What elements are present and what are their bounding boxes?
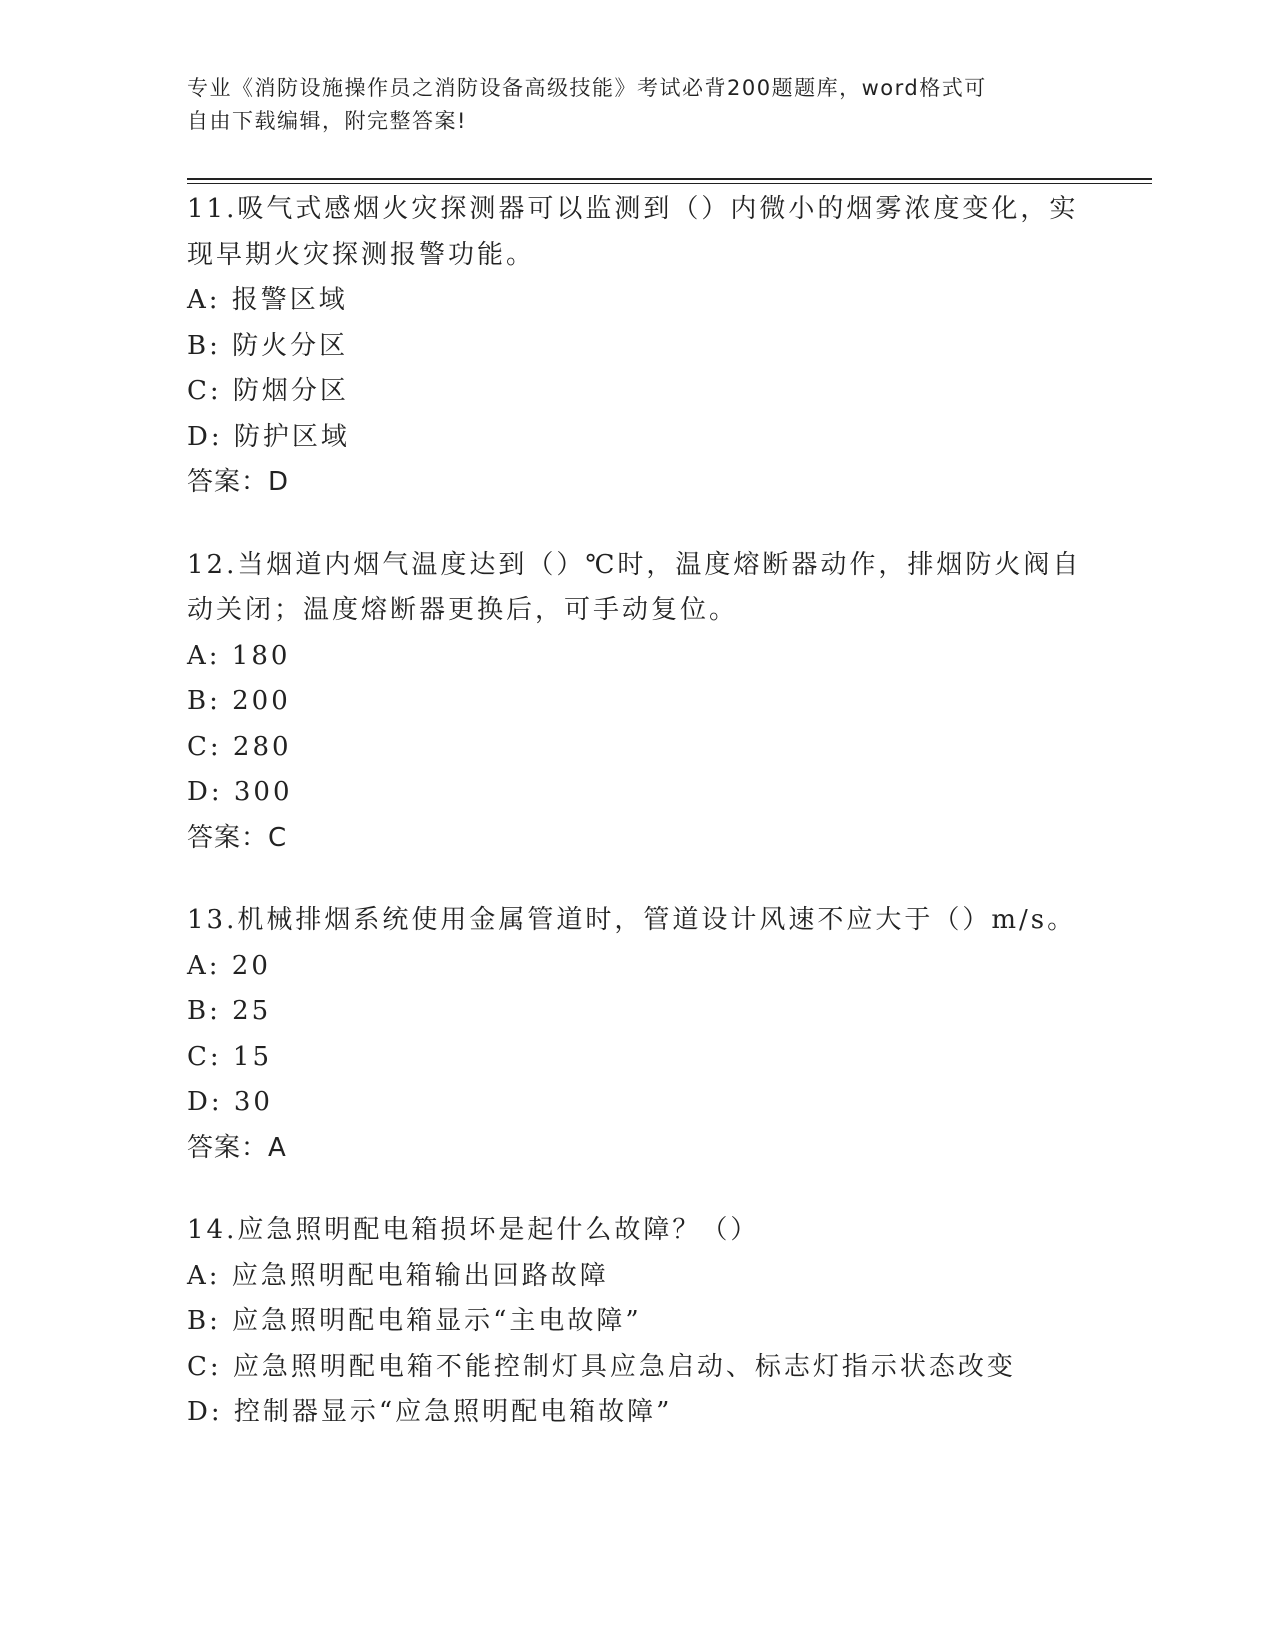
header-line-1: 专业《消防设施操作员之消防设备高级技能》考试必背200题题库，word格式可 <box>187 76 987 100</box>
option-a: A: 20 <box>187 950 271 981</box>
option-a: A: 应急照明配电箱输出回路故障 <box>187 1260 609 1291</box>
option-c: C: 应急照明配电箱不能控制灯具应急启动、标志灯指示状态改变 <box>187 1351 1016 1382</box>
question-text: 11.吸气式感烟火灾探测器可以监测到（）内微小的烟雾浓度变化，实现早期火灾探测报警功能。 <box>187 194 1079 270</box>
document-header <box>187 72 1087 138</box>
option-d: D: 30 <box>187 1087 273 1117</box>
header-divider-top <box>187 178 1152 180</box>
header-divider-bottom <box>187 183 1152 184</box>
answer: 答案：C <box>187 822 288 853</box>
option-d: D: 防护区域 <box>187 421 350 452</box>
option-a: A: 180 <box>187 640 291 671</box>
option-b: B: 应急照明配电箱显示“主电故障” <box>187 1306 642 1336</box>
option-d: D: 300 <box>187 777 293 807</box>
header-line-2: 自由下载编辑，附完整答案! <box>187 109 467 133</box>
option-b: B: 200 <box>187 686 291 716</box>
question-12 <box>187 543 1087 862</box>
option-a: A: 报警区域 <box>187 285 348 315</box>
answer: 答案：A <box>187 1132 287 1163</box>
option-b: B: 25 <box>187 996 272 1026</box>
option-c: C: 15 <box>187 1041 273 1072</box>
option-c: C: 防烟分区 <box>187 376 349 406</box>
answer: 答案：D <box>187 467 290 497</box>
option-d: D: 控制器显示“应急照明配电箱故障” <box>187 1397 673 1427</box>
question-list <box>187 187 1087 1473</box>
option-c: C: 280 <box>187 731 292 762</box>
option-b: B: 防火分区 <box>187 330 349 361</box>
question-text: 12.当烟道内烟气温度达到（）℃时，温度熔断器动作，排烟防火阀自动关闭；温度熔断器更换后，可手动复位。 <box>187 549 1082 625</box>
question-text: 14.应急照明配电箱损坏是起什么故障？（） <box>187 1215 760 1245</box>
question-text: 13.机械排烟系统使用金属管道时，管道设计风速不应大于（）m/s。 <box>187 905 1077 935</box>
question-13 <box>187 898 1087 1171</box>
question-11 <box>187 187 1087 506</box>
question-14 <box>187 1208 1087 1436</box>
